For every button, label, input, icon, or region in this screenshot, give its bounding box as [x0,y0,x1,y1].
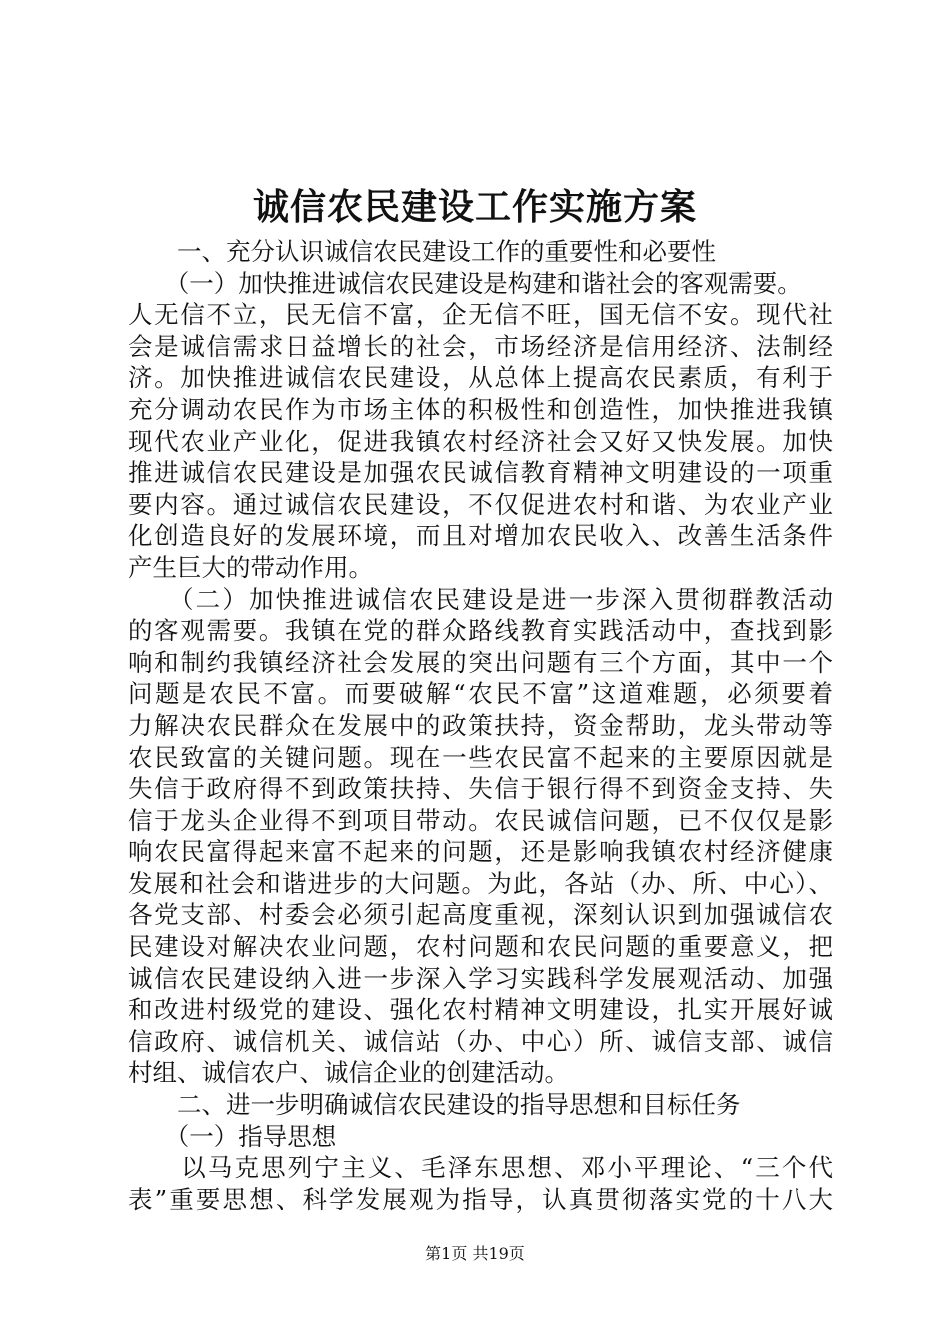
text-line: 农民致富的关键问题。现在一些农民富不起来的主要原因就是 [128,742,833,772]
text-line: 现代农业产业化，促进我镇农村经济社会又好又快发展。加快 [128,426,833,456]
text-line: 各党支部、村委会必须引起高度重视，深刻认识到加强诚信农 [128,900,833,930]
text-line: （一）指导思想 [128,1121,337,1151]
text-line: 一、充分认识诚信农民建设工作的重要性和必要性 [128,237,716,266]
text-line: 信于龙头企业得不到项目带动。农民诚信问题，已不仅仅是影 [128,805,833,835]
text-line: （一）加快推进诚信农民建设是构建和谐社会的客观需要。 [128,268,802,298]
text-line: 和改进村级党的建设、强化农村精神文明建设，扎实开展好诚 [128,995,833,1025]
text-line: 产生巨大的带动作用。 [128,552,373,582]
text-line: 济。加快推进诚信农民建设，从总体上提高农民素质，有利于 [128,363,833,393]
document-title: 诚信农民建设工作实施方案 [252,186,697,228]
text-line: 问题是农民不富。而要破解“农民不富”这道难题，必须要着 [128,679,833,709]
document-body [128,236,833,1215]
text-line: （二）加快推进诚信农民建设是进一步深入贯彻群教活动 [128,584,833,614]
text-line: 要内容。通过诚信农民建设，不仅促进农村和谐、为农业产业 [128,489,833,519]
text-line: 会是诚信需求日益增长的社会，市场经济是信用经济、法制经 [128,331,833,361]
text-line: 响农民富得起来富不起来的问题，还是影响我镇农村经济健康 [128,837,833,867]
text-line: 信政府、诚信机关、诚信站（办、中心）所、诚信支部、诚信 [128,1026,833,1056]
text-line: 诚信农民建设纳入进一步深入学习实践科学发展观活动、加强 [128,963,833,993]
text-line: 以马克思列宁主义、毛泽东思想、邓小平理论、“三个代 [128,1153,833,1183]
text-line: 表”重要思想、科学发展观为指导，认真贯彻落实党的十八大 [128,1184,833,1214]
page-number-footer: 第1页 共19页 [425,1244,525,1263]
text-line: 响和制约我镇经济社会发展的突出问题有三个方面，其中一个 [128,647,833,677]
text-line: 力解决农民群众在发展中的政策扶持，资金帮助，龙头带动等 [128,710,833,740]
text-line: 二、进一步明确诚信农民建设的指导思想和目标任务 [128,1090,741,1120]
text-line: 发展和社会和谐进步的大问题。为此，各站（办、所、中心）、 [128,868,833,898]
text-line: 充分调动农民作为市场主体的积极性和创造性，加快推进我镇 [128,394,833,424]
text-line: 村组、诚信农户、诚信企业的创建活动。 [128,1058,569,1088]
text-line: 失信于政府得不到政策扶持、失信于银行得不到资金支持、失 [128,774,833,804]
text-line: 人无信不立，民无信不富，企无信不旺，国无信不安。现代社 [128,300,833,330]
text-line: 民建设对解决农业问题，农村问题和农民问题的重要意义，把 [128,932,833,962]
text-line: 化创造良好的发展环境，而且对增加农民收入、改善生活条件 [128,521,833,551]
text-line: 推进诚信农民建设是加强农民诚信教育精神文明建设的一项重 [128,458,833,488]
text-line: 的客观需要。我镇在党的群众路线教育实践活动中，查找到影 [128,616,833,646]
